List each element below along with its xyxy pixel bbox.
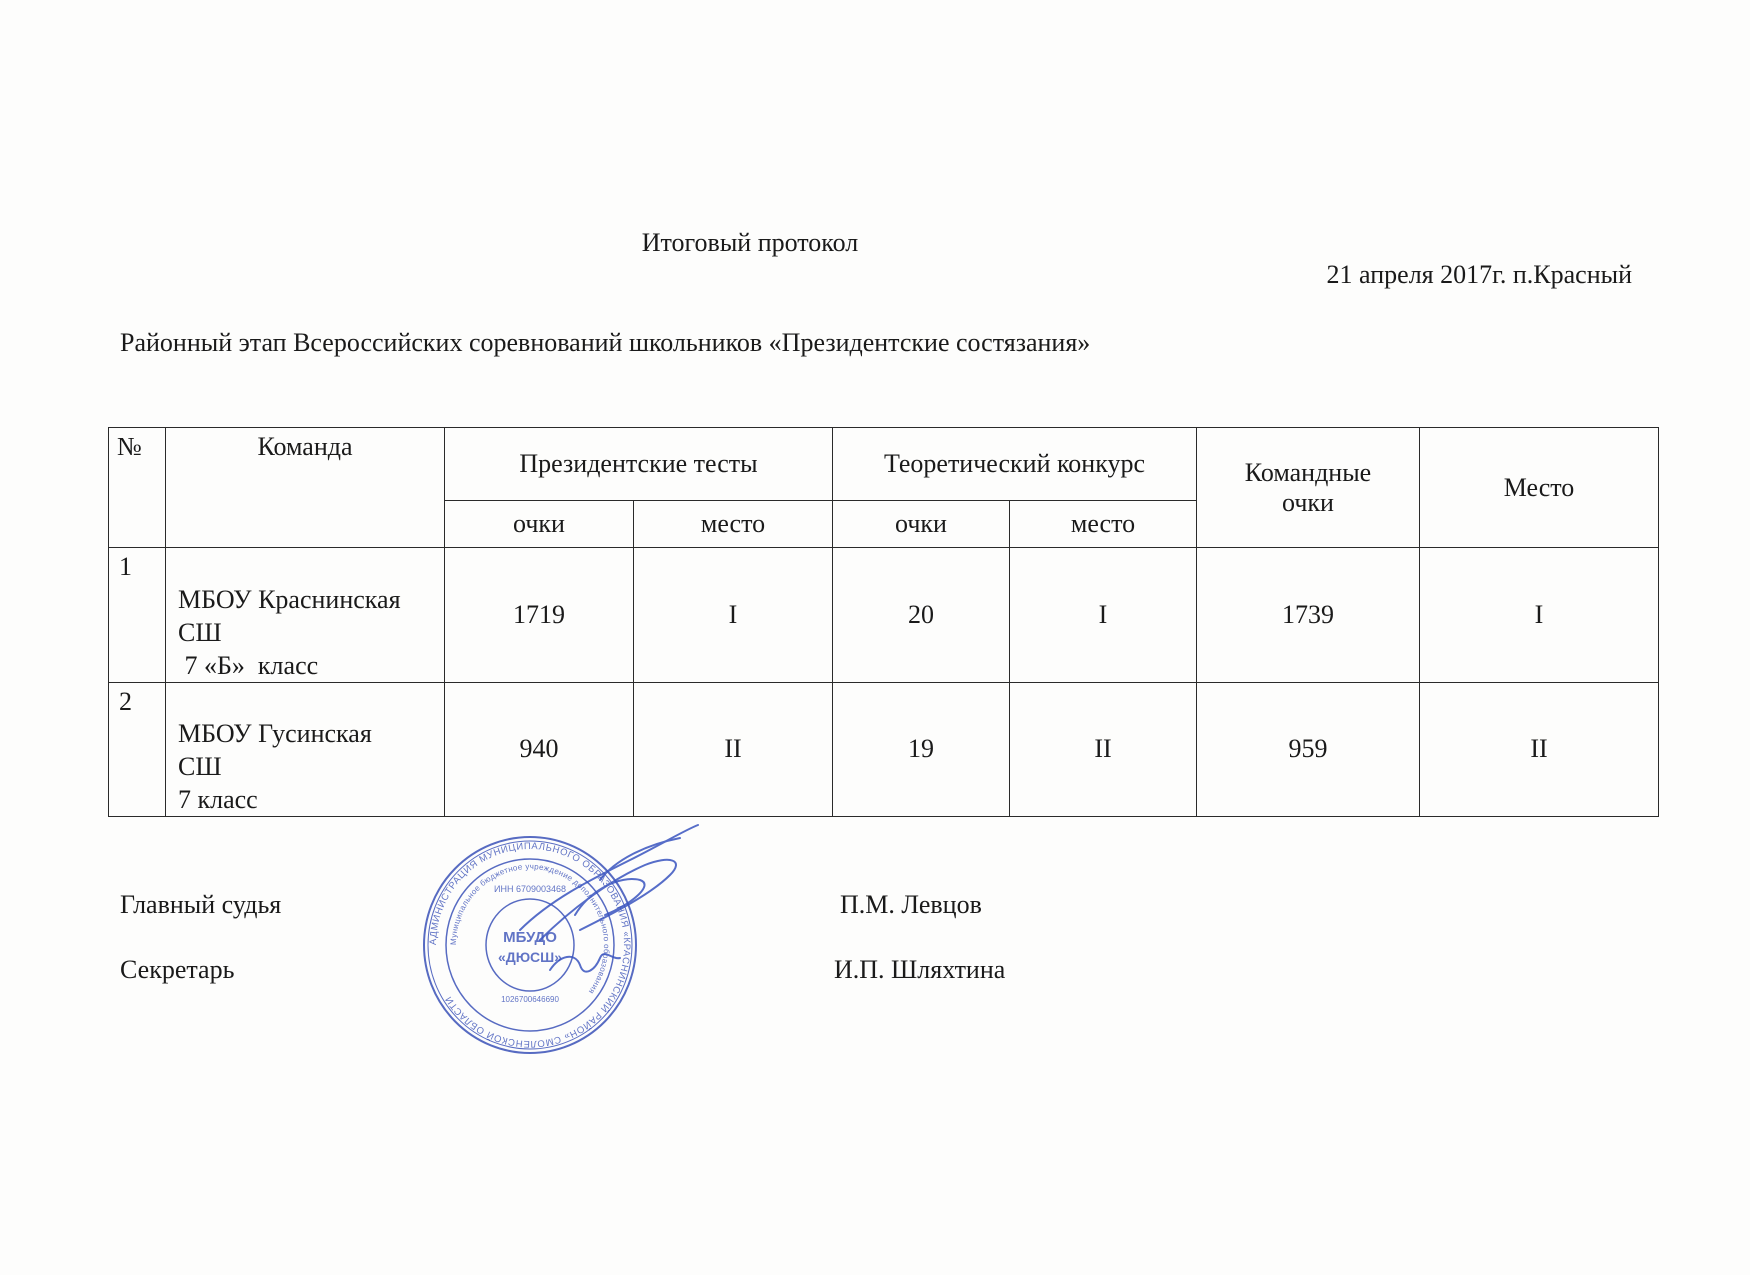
judge-label: Главный судья: [120, 890, 282, 919]
team-points: 959: [1197, 682, 1420, 816]
stamp-center-line2: «ДЮСШ»: [498, 949, 562, 965]
table-header-row: [109, 428, 1659, 501]
stamp-inn: ИНН 6709003468: [493, 884, 567, 894]
header-team: Команда: [166, 428, 445, 548]
tests-place: II: [634, 682, 833, 816]
table-row: [109, 682, 1659, 816]
theory-place: I: [1010, 548, 1197, 682]
date-place: 21 апреля 2017г. п.Красный: [1326, 260, 1632, 289]
results-table: [108, 427, 1659, 817]
tests-points: 940: [445, 682, 634, 816]
team-class-line: 7 «Б» класс: [178, 650, 319, 680]
stamp-outer-text: АДМИНИСТРАЦИЯ МУНИЦИПАЛЬНОГО ОБРАЗОВАНИЯ «КРАСНИНСКИЙ РАЙОН» СМОЛЕНСКОЙ ОБЛАСТИ: [427, 840, 633, 1050]
team-points: 1739: [1197, 548, 1420, 682]
header-team-points: [1197, 428, 1420, 548]
subheader-theory-place: место: [1010, 501, 1197, 548]
secretary-name: И.П. Шляхтина: [834, 955, 1006, 984]
document-title: Итоговый протокол: [641, 228, 859, 257]
stamp-ogrn: 1026700646690: [501, 995, 559, 1004]
secretary-label: Секретарь: [120, 955, 235, 984]
row-number: 2: [109, 682, 166, 816]
team-name-line: СШ: [178, 752, 222, 781]
team-name-line: МБОУ Гусинская: [178, 719, 372, 748]
stamp-center-line1: МБУДО: [503, 929, 557, 946]
team-cell: [166, 682, 445, 816]
theory-points: 20: [833, 548, 1010, 682]
tests-place: I: [634, 548, 833, 682]
subheader-theory-points: очки: [833, 501, 1010, 548]
theory-place: II: [1010, 682, 1197, 816]
table-row: [109, 548, 1659, 682]
final-place: I: [1420, 548, 1659, 682]
header-team-points-label: Командные очки: [1244, 457, 1372, 517]
header-theory: Теоретический конкурс: [833, 428, 1197, 501]
theory-points: 19: [833, 682, 1010, 816]
stamp-inner-text: Муниципальное бюджетное учреждение дополнительного образования: [448, 861, 612, 996]
handwritten-signature: [480, 820, 720, 1000]
final-place: II: [1420, 682, 1659, 816]
judge-name: П.М. Левцов: [840, 890, 982, 919]
subheader-tests-points: очки: [445, 501, 634, 548]
header-place: Место: [1420, 428, 1659, 548]
row-number: 1: [109, 548, 166, 682]
subheader-tests-place: место: [634, 501, 833, 548]
tests-points: 1719: [445, 548, 634, 682]
team-class-line: 7 класс: [178, 785, 258, 814]
header-tests: Президентские тесты: [445, 428, 833, 501]
team-name-line: МБОУ Краснинская: [178, 584, 401, 614]
header-num: №: [109, 428, 166, 548]
team-cell: [166, 548, 445, 682]
document-subtitle: Районный этап Всероссийских соревнований школьников «Президентские состязания»: [120, 328, 1091, 357]
team-name-line: СШ: [178, 617, 222, 647]
